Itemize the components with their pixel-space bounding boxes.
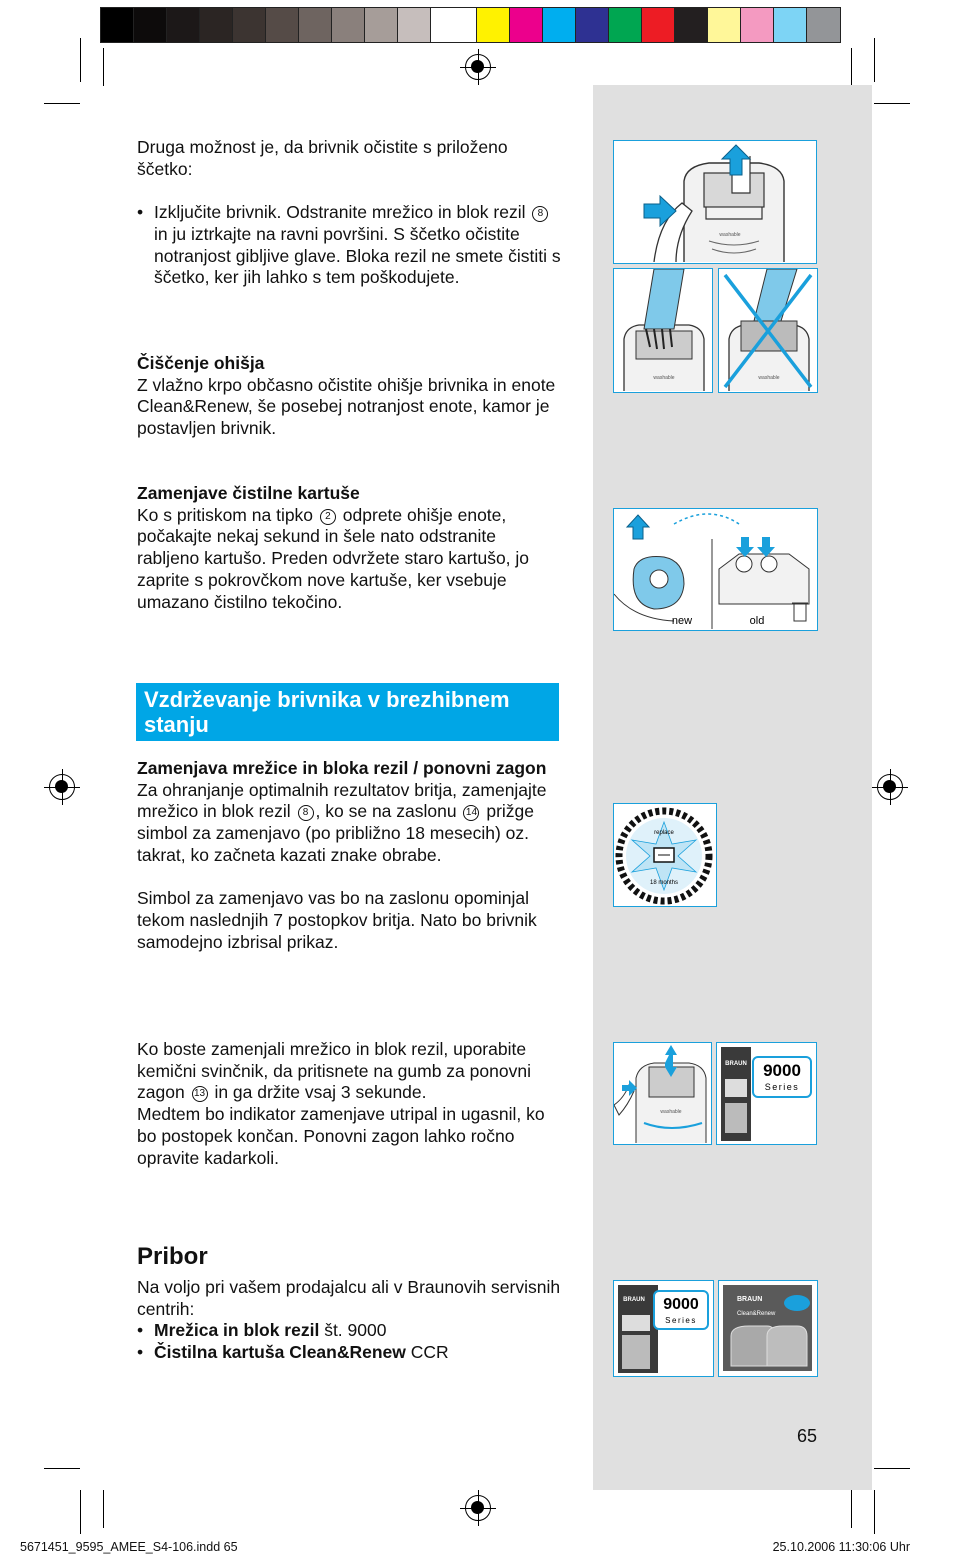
color-swatch — [266, 8, 299, 42]
cartridge-section — [137, 483, 562, 613]
registration-mark-icon — [465, 1495, 491, 1521]
replace-section — [137, 758, 562, 953]
crop-mark — [851, 1490, 852, 1528]
brand-logo: BRAUN — [623, 1297, 645, 1303]
crop-mark — [851, 48, 852, 86]
reset-paragraph — [137, 1039, 562, 1104]
color-swatch — [398, 8, 431, 42]
color-swatches — [476, 8, 840, 42]
reset-text: Ko boste zamenjali mrežico in blok rezil, uporabite kemični svinčnik, da pritisnete na gumb za ponovni zagon — [137, 1039, 531, 1103]
arrow-up-icon — [627, 515, 649, 539]
color-swatch — [101, 8, 134, 42]
washable-label: washable — [660, 1109, 682, 1115]
reset-paragraph-2: Medtem bo indikator zamenjave utripal in ugasnil, ko bo postopek končan. Ponovni zagon lahko ročno opravite kadarkoli. — [137, 1104, 545, 1168]
page-number: 65 — [797, 1426, 818, 1446]
color-swatch — [477, 8, 510, 42]
bullet-text: Izključite brivnik. Odstranite mrežico in blok rezil — [154, 202, 526, 223]
color-swatch — [774, 8, 807, 42]
series-number: 9000 — [763, 1061, 801, 1080]
old-label: old — [749, 615, 765, 627]
crop-mark — [103, 48, 104, 86]
bullet-switch-off — [137, 202, 562, 289]
series-word: Series — [665, 1316, 697, 1325]
ref-number-icon: 8 — [298, 805, 314, 821]
color-swatch — [609, 8, 642, 42]
series-number: 9000 — [663, 1296, 699, 1313]
gray-swatches — [101, 8, 464, 42]
figure-do-not-brush — [718, 268, 818, 393]
section-title: Vzdrževanje brivnika v brezhibnem stanju — [144, 687, 510, 737]
washable-label: washable — [719, 232, 741, 238]
accessory-name: Čistilna kartuša Clean&Renew — [154, 1342, 406, 1363]
color-swatch — [167, 8, 200, 42]
accessory-item — [137, 1320, 562, 1342]
color-swatch — [675, 8, 708, 42]
color-swatch — [807, 8, 840, 42]
accessory-item — [137, 1342, 562, 1364]
color-swatch — [365, 8, 398, 42]
ref-number-icon: 2 — [320, 509, 336, 525]
reset-text: in ga držite vsaj 3 sekunde. — [214, 1082, 427, 1103]
figure-brush-head — [613, 268, 713, 393]
figure-accessory-cartridge-pack — [718, 1280, 818, 1377]
figure-replace-indicator — [613, 803, 717, 907]
color-swatch — [708, 8, 741, 42]
housing-body: Z vlažno krpo občasno očistite ohišje brivnika in enote Clean&Renew, še posebej notranjost enote, kamor je postavljen brivnik. — [137, 374, 556, 439]
clean-renew-label: Clean&Renew — [737, 1311, 776, 1317]
washable-label: washable — [758, 375, 780, 381]
footer-file-info: 5671451_9595_AMEE_S4-106.indd 65 — [20, 1540, 238, 1554]
ref-number-icon: 14 — [463, 805, 479, 821]
bullet-text: in ju iztrkajte na ravni površini. S ščetko očistite notranjost gibljive glave. Bloka rezil ne smete čistiti s ščetko, ker jih lahko s tem poškodujete. — [154, 223, 561, 288]
figure-accessory-foil-pack — [613, 1280, 714, 1377]
color-swatch — [543, 8, 576, 42]
color-swatch — [134, 8, 167, 42]
series-word: Series — [764, 1082, 800, 1092]
crop-mark — [874, 1490, 875, 1534]
crop-mark — [44, 103, 80, 104]
section-heading-bar — [136, 683, 559, 741]
color-swatch — [642, 8, 675, 42]
cartridge-text: Ko s pritiskom na tipko — [137, 504, 314, 525]
color-swatch — [741, 8, 774, 42]
ref-number-icon: 8 — [532, 206, 548, 222]
color-swatch — [576, 8, 609, 42]
intro-paragraph: Druga možnost je, da brivnik očistite s priloženo ščetko: — [137, 137, 508, 179]
crop-mark — [80, 1490, 81, 1534]
footer-timestamp: 25.10.2006 11:30:06 Uhr — [772, 1540, 910, 1554]
cartridge-text: odprete ohišje enote, počakajte nekaj sekund in šele nato odstranite rabljeno kartušo. Preden odvržete staro kartušo, jo zaprite s pokrovčkom nove kartuše, ker vsebuje umazano čistilno tekočino. — [137, 504, 530, 612]
crop-mark — [874, 38, 875, 82]
color-swatch — [299, 8, 332, 42]
accessory-code: CCR — [405, 1342, 449, 1363]
replace-paragraph-2: Simbol za zamenjavo vas bo na zaslonu opominjal tekom naslednjih 7 postopkov britja. Nato bo brivnik samodejno izbrisal prikaz. — [137, 888, 537, 952]
accessories-section — [137, 1277, 562, 1364]
color-swatch — [200, 8, 233, 42]
accessories-intro: Na voljo pri vašem prodajalcu ali v Braunovih servisnih centrih: — [137, 1277, 561, 1319]
dial-replace-label: replace — [654, 830, 674, 836]
crop-mark — [80, 38, 81, 82]
replace-title: Zamenjava mrežice in bloka rezil / ponovni zagon — [137, 758, 547, 778]
cartridge-body — [137, 505, 562, 614]
brush-cleaning-text — [137, 137, 562, 289]
color-swatch — [233, 8, 266, 42]
housing-title: Čiščenje ohišja — [137, 353, 265, 373]
crop-mark — [874, 1468, 910, 1469]
accessories-title: Pribor — [137, 1243, 208, 1270]
registration-mark-icon — [877, 774, 903, 800]
figure-series-pack — [716, 1042, 817, 1145]
crop-mark — [103, 1490, 104, 1528]
washable-label: washable — [653, 375, 675, 381]
replace-text: prižge simbol za zamenjavo (po približno 18 mesecih) oz. takrat, ko začneta kazati znake obrabe. — [137, 801, 535, 865]
new-label: new — [671, 615, 693, 627]
color-bar-gap — [464, 8, 476, 42]
crop-mark — [44, 1468, 80, 1469]
housing-cleaning-section — [137, 353, 562, 440]
color-swatch — [431, 8, 464, 42]
accessory-code: št. 9000 — [319, 1320, 387, 1341]
figure-remove-foil — [613, 140, 817, 264]
figure-cartridge-replace — [613, 508, 818, 631]
crop-mark — [874, 103, 910, 104]
accessory-name: Mrežica in blok rezil — [154, 1320, 320, 1341]
trash-bin-icon — [792, 603, 808, 621]
print-color-bar — [100, 7, 841, 43]
brand-logo: BRAUN — [725, 1061, 747, 1067]
brand-logo: BRAUN — [737, 1296, 763, 1303]
color-swatch — [332, 8, 365, 42]
replace-text: Za ohranjanje optimalnih rezultatov britja, zamenjajte mrežico in blok rezil — [137, 779, 547, 822]
registration-mark-icon — [49, 774, 75, 800]
replace-paragraph-1 — [137, 780, 562, 867]
color-swatch — [510, 8, 543, 42]
cartridge-title: Zamenjave čistilne kartuše — [137, 483, 360, 503]
reset-section — [137, 1039, 562, 1169]
registration-mark-icon — [465, 54, 491, 80]
dial-months-label: 18 months — [649, 880, 679, 886]
figure-reset-button — [613, 1042, 712, 1145]
replace-text: , ko se na zaslonu — [315, 801, 457, 822]
ref-number-icon: 13 — [192, 1086, 208, 1102]
